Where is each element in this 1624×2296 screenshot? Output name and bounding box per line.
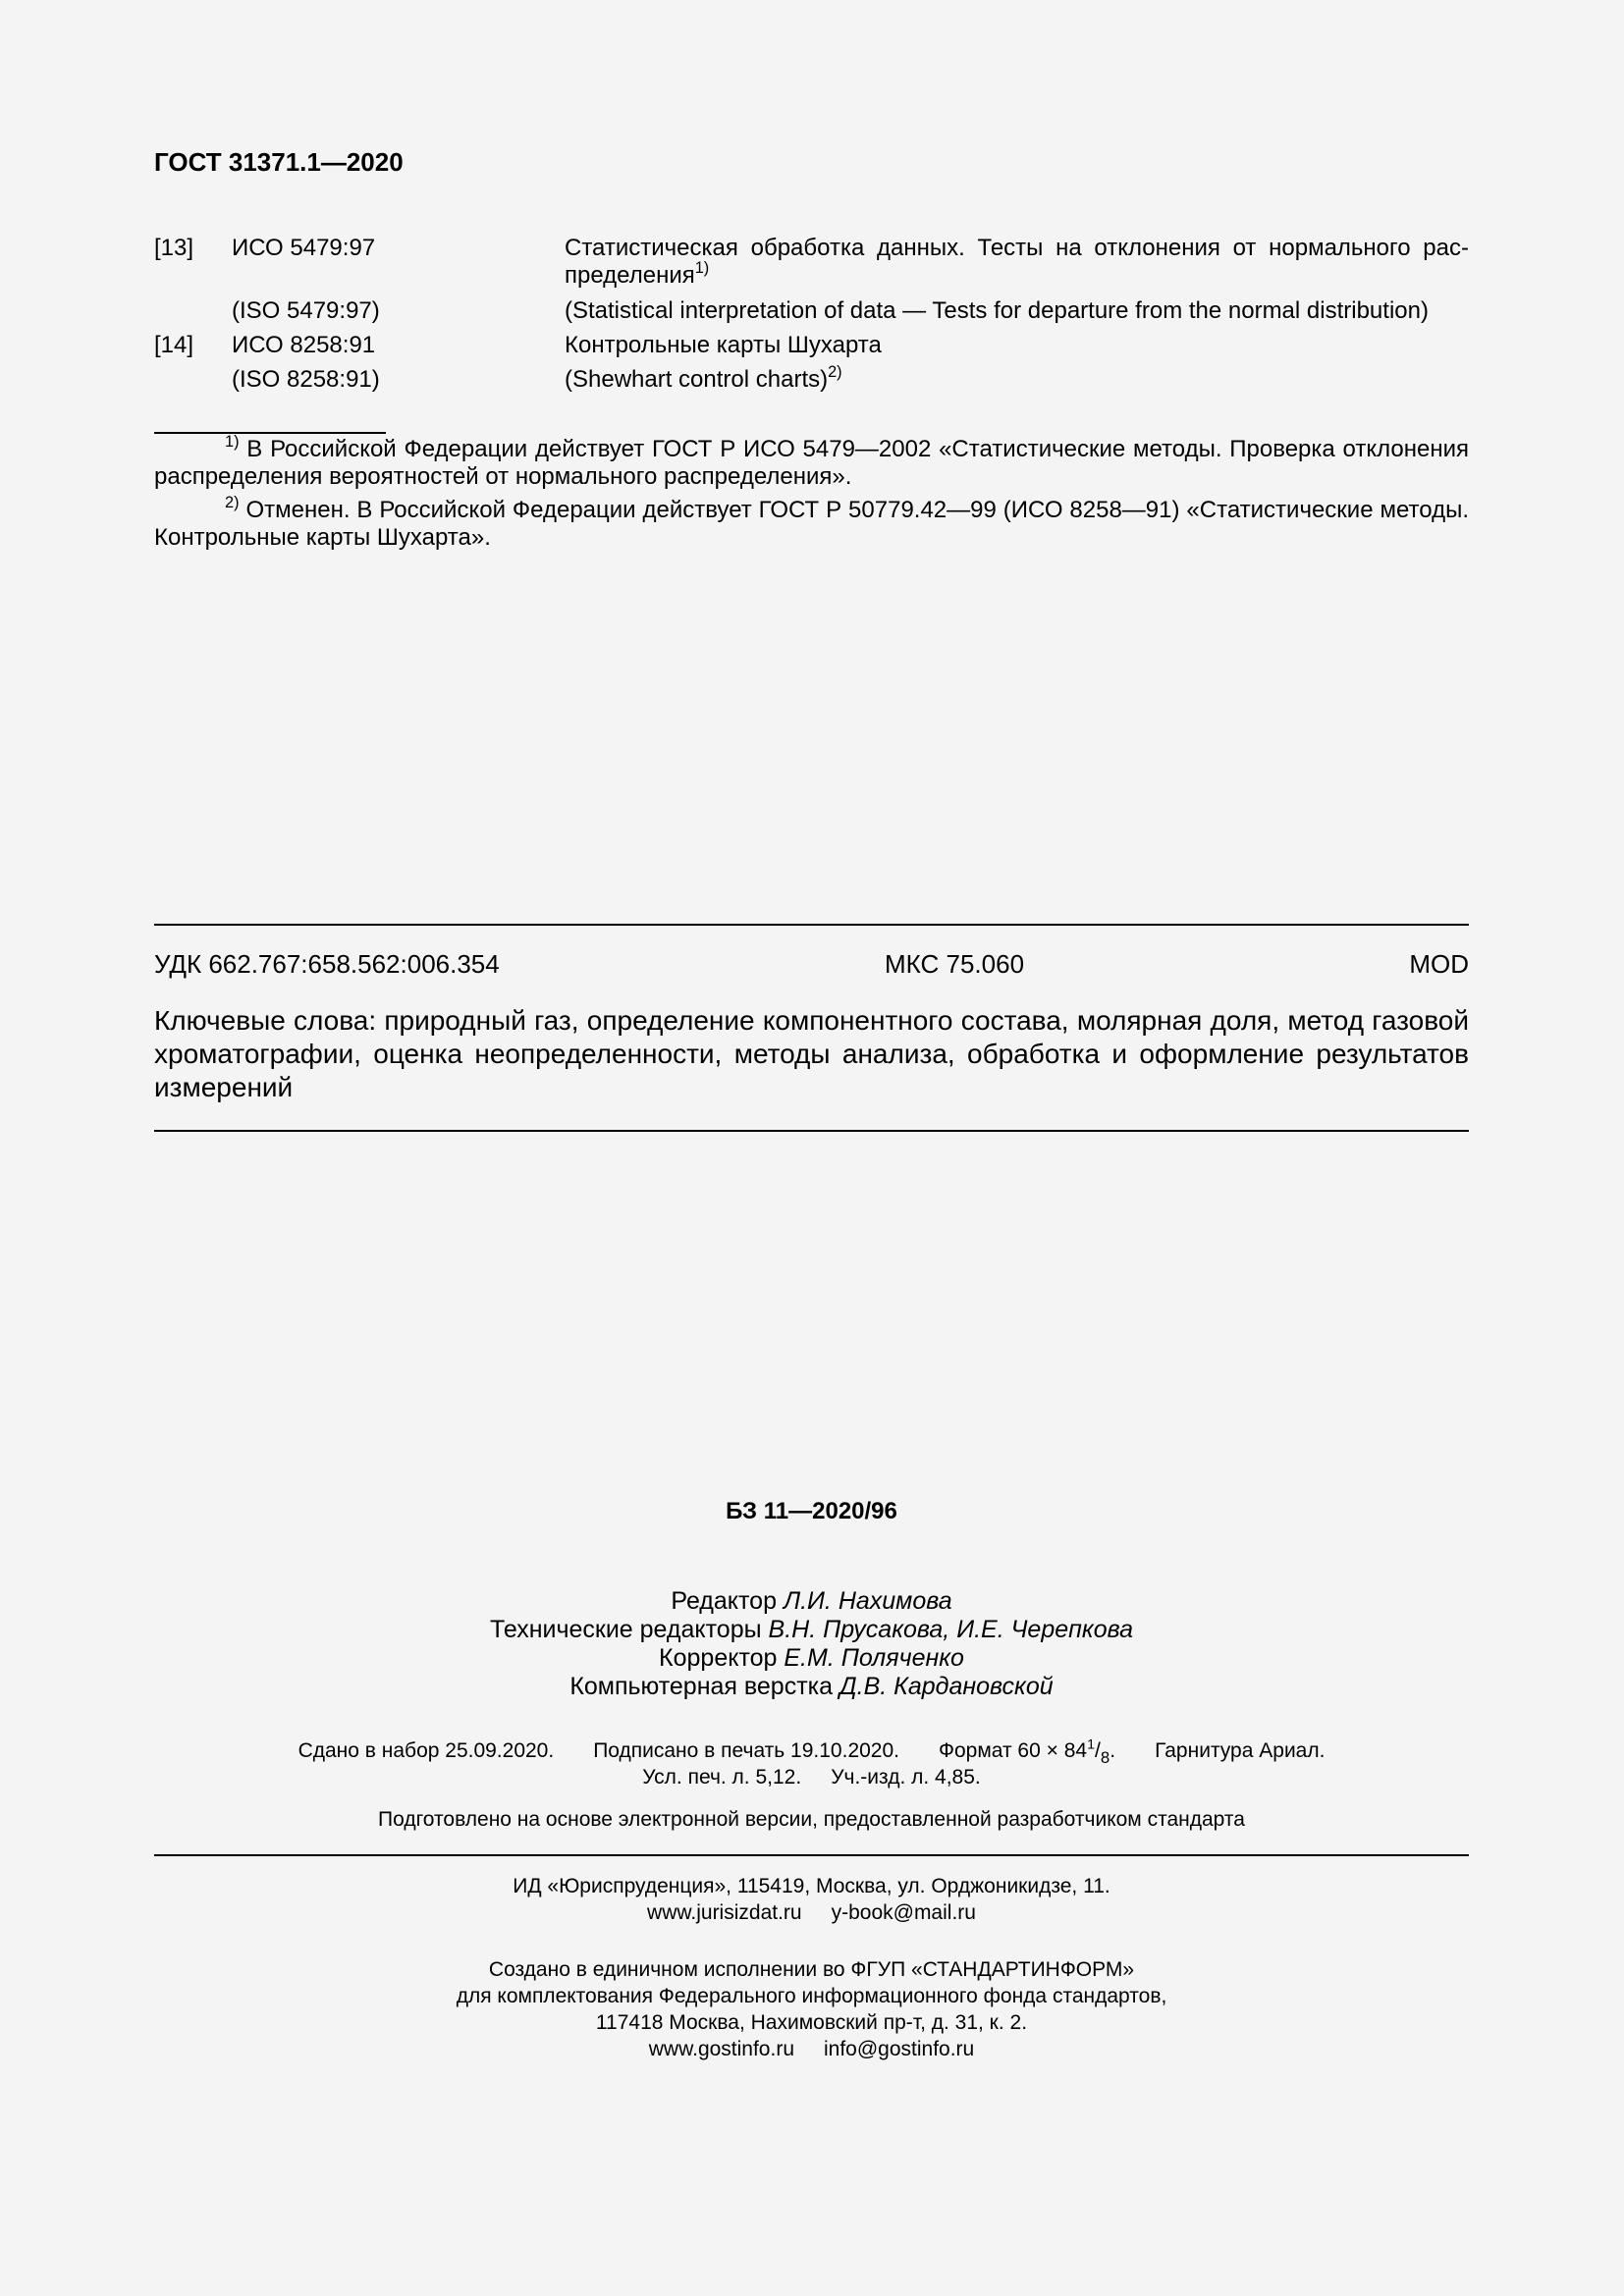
footnote-mark: 2) <box>225 494 240 512</box>
bib-desc-ru-line2: пределения$^{1)}$ <box>565 259 710 289</box>
created-email: info@gostinfo.ru <box>824 2038 975 2060</box>
footnote-separator <box>154 432 386 434</box>
footnotes <box>154 433 1470 552</box>
print-line-1: Сдано в набор 25.09.2020. Подписано в печать 19.10.2020. Формат $60 \times 84^1/_8$. Гарнитура Ариал. <box>298 1736 1326 1767</box>
credit-editor: Редактор Л.И. Нахимова <box>671 1587 952 1615</box>
divider <box>154 1854 1469 1856</box>
divider <box>154 924 1469 926</box>
bib-code-en: (ISO 8258:91) <box>232 366 380 393</box>
document-header: ГОСТ 31371.1—2020 <box>154 147 404 177</box>
keywords: Ключевые слова: природный газ, определение компонентного состава, молярная доля, метод газовой хроматографии, оценка неопределенности, методы анализа, обработка и оформление результатов измерений <box>154 1005 1469 1102</box>
publisher-contacts <box>154 1899 1469 1926</box>
mod-mark: MOD <box>1409 949 1469 979</box>
bib-desc-ru-line1: Статистическая обработка данных. Тесты на отклонения от нормального рас- <box>565 235 1469 261</box>
bib-code-ru: ИСО 5479:97 <box>232 235 376 261</box>
publisher-info <box>154 1873 1469 1926</box>
bib-desc-ru: Контрольные карты Шухарта <box>565 332 882 358</box>
footnote-mark: 1) <box>694 259 710 278</box>
bib-number: [14] <box>154 332 194 358</box>
udk-code: УДК 662.767:658.562:006.354 <box>154 949 500 979</box>
bib-desc-en: (Statistical interpretation of data — Tests for departure from the normal distribution) <box>565 297 1429 324</box>
bib-code-en: (ISO 5479:97) <box>232 297 380 324</box>
creation-info <box>154 1956 1469 2062</box>
bib-number: [13] <box>154 235 194 261</box>
credit-tech-editors: Технические редакторы В.Н. Прусакова, И.Е. Черепкова <box>489 1616 1134 1643</box>
classification-row <box>154 949 1469 980</box>
divider <box>154 1130 1469 1132</box>
prepared-note: Подготовлено на основе электронной версии, предоставленной разработчиком стандарта <box>378 1808 1245 1831</box>
credit-layout: Компьютерная верстка Д.В. Кардановской <box>569 1673 1054 1700</box>
created-contacts <box>154 2036 1469 2062</box>
footnote-mark: 1) <box>225 433 240 452</box>
created-line-1: Создано в единичном исполнении во ФГУП «СТАНДАРТИНФОРМ» <box>488 1958 1135 1981</box>
print-info <box>154 1737 1469 1790</box>
publisher-email: y-book@mail.ru <box>831 1901 976 1924</box>
footnote-2: $^{2)}$ Отменен. В Российской Федерации действует ГОСТ Р 50779.42—99 (ИСО 8258—91) «Статистические методы. Контрольные карты Шухарта». <box>154 494 1469 551</box>
bib-desc-en: (Shewhart control charts)$^{2)}$ <box>565 363 842 393</box>
credits <box>154 1587 1469 1701</box>
created-line-3: 117418 Москва, Нахимовский пр-т, д. 31, к. 2. <box>595 2011 1028 2034</box>
footnote-mark: 2) <box>828 363 842 382</box>
print-line-2: Усл. печ. л. 5,12. Уч.-изд. л. 4,85. <box>642 1766 981 1789</box>
created-line-2: для комплектования Федерального информационного фонда стандартов, <box>456 1985 1167 2007</box>
bz-number: БЗ 11—2020/96 <box>726 1498 897 1524</box>
created-site: www.gostinfo.ru <box>648 2038 794 2060</box>
publisher-address: ИД «Юриспруденция», 115419, Москва, ул. Орджоникидзе, 11. <box>513 1875 1110 1897</box>
mks-code: МКС 75.060 <box>885 949 1025 979</box>
footnote-1: $^{1)}$ В Российской Федерации действует ГОСТ Р ИСО 5479—2002 «Статистические методы. Проверка отклонения распределения вероятностей от нормального распределения». <box>154 433 1470 490</box>
publisher-site: www.jurisizdat.ru <box>647 1901 802 1924</box>
bib-code-ru: ИСО 8258:91 <box>232 332 376 358</box>
credit-corrector: Корректор Е.М. Поляченко <box>659 1644 964 1672</box>
